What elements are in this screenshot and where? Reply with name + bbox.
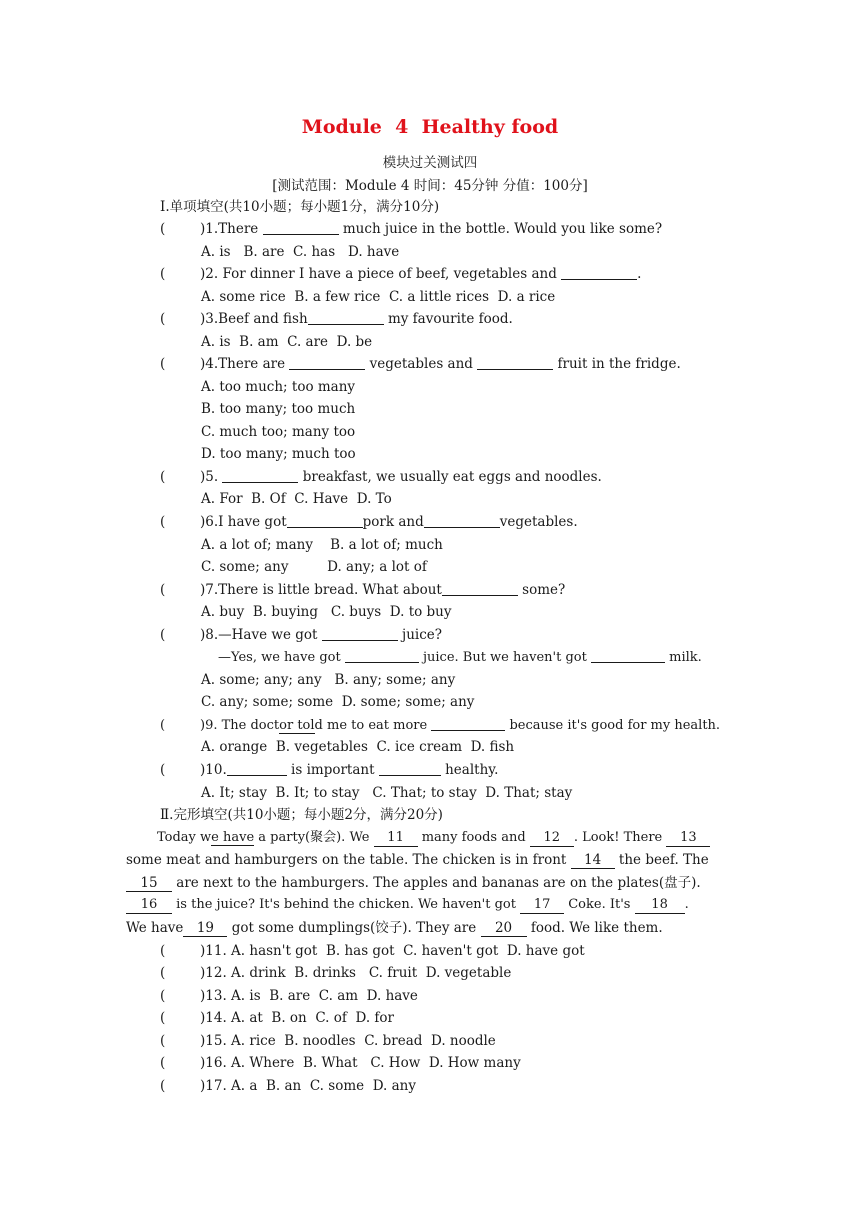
question-8-options-ab: A. some; any; any B. any; some; any — [201, 672, 456, 688]
question-8-options-cd: C. any; some; some D. some; some; any — [201, 694, 475, 710]
question-5: ( )5. breakfast, we usually eat eggs and noodles. — [160, 469, 602, 485]
blank-20[interactable]: 20 — [481, 920, 527, 937]
blank-17[interactable]: 17 — [520, 897, 564, 914]
question-12: ( )12. A. drink B. drinks C. fruit D. vegetable — [160, 965, 512, 981]
passage-line-1: Today we have a party(聚会). We 11 many foods and 12 . Look! There 13 — [157, 829, 710, 847]
blank[interactable] — [308, 310, 384, 325]
question-3: ( )3.Beef and fish my favourite food. — [160, 311, 513, 327]
blank-18[interactable]: 18 — [635, 897, 685, 914]
section-1-heading: Ⅰ.单项填空(共10小题；每小题1分，满分10分) — [160, 199, 440, 215]
test-scope: [测试范围：Module 4 时间：45分钟 分值：100分] — [272, 178, 588, 194]
question-14: ( )14. A. at B. on C. of D. for — [160, 1010, 394, 1026]
answer-bracket[interactable]: ( — [160, 221, 166, 237]
answer-bracket[interactable]: ( — [160, 311, 166, 327]
answer-bracket[interactable]: ( — [160, 514, 166, 530]
page-title: Module 4 Healthy food — [301, 116, 559, 138]
passage-line-5: We have 19 got some dumplings(饺子). They are 20 food. We like them. — [126, 920, 663, 936]
question-4-option-d: D. too many; much too — [201, 446, 356, 462]
answer-bracket[interactable]: ( — [160, 943, 166, 959]
answer-bracket[interactable]: ( — [160, 356, 166, 372]
question-1: ( )1.There much juice in the bottle. Would you like some? — [160, 221, 663, 237]
question-2-options: A. some rice B. a few rice C. a little rices D. a rice — [201, 289, 556, 305]
question-9-options: A. orange B. vegetables C. ice cream D. fish — [201, 739, 515, 755]
question-6-options-ab: A. a lot of; many B. a lot of; much — [201, 537, 443, 553]
question-number: )14. — [200, 1010, 227, 1026]
answer-bracket[interactable]: ( — [160, 718, 166, 733]
blank-16[interactable]: 16 — [126, 897, 172, 914]
passage-line-4: 16 is the juice? It's behind the chicken. We haven't got 17 Coke. It's 18 . — [126, 896, 689, 914]
blank-11[interactable]: 11 — [374, 830, 418, 847]
question-2: ( )2. For dinner I have a piece of beef, vegetables and . — [160, 266, 642, 282]
question-4: ( )4.There are vegetables and fruit in the fridge. — [160, 356, 681, 372]
blank-19[interactable]: 19 — [183, 920, 227, 937]
question-11: ( )11. A. hasn't got B. has got C. haven't got D. have got — [160, 943, 585, 959]
passage-line-3: 15 are next to the hamburgers. The apples and bananas are on the plates(盘子). — [126, 874, 701, 892]
blank[interactable] — [561, 265, 637, 280]
question-number: )6. — [200, 514, 219, 530]
question-6: ( )6.I have got pork and vegetables. — [160, 514, 578, 530]
question-4-option-c: C. much too; many too — [201, 424, 356, 440]
question-number: )15. — [200, 1033, 227, 1049]
question-3-options: A. is B. am C. are D. be — [201, 334, 373, 350]
question-number: )4. — [200, 356, 219, 372]
blank[interactable] — [442, 581, 518, 596]
question-1-options: A. is B. are C. has D. have — [201, 244, 400, 260]
question-5-options: A. For B. Of C. Have D. To — [201, 491, 392, 507]
blank[interactable] — [322, 626, 398, 641]
question-number: )11. — [200, 943, 227, 959]
question-10-options: A. It; stay B. It; to stay C. That; to stay D. That; stay — [201, 785, 573, 801]
question-number: )9. — [200, 718, 218, 733]
question-number: )1. — [200, 221, 219, 237]
question-number: )12. — [200, 965, 227, 981]
answer-bracket[interactable]: ( — [160, 965, 166, 981]
blank-15[interactable]: 15 — [126, 875, 172, 892]
answer-bracket[interactable]: ( — [160, 762, 166, 778]
question-6-options-cd: C. some; any D. any; a lot of — [201, 559, 427, 575]
answer-bracket[interactable]: ( — [160, 988, 166, 1004]
answer-bracket[interactable]: ( — [160, 1010, 166, 1026]
question-17: ( )17. A. a B. an C. some D. any — [160, 1078, 416, 1094]
answer-bracket[interactable]: ( — [160, 1078, 166, 1094]
blank-14[interactable]: 14 — [571, 852, 615, 869]
passage-line-2: some meat and hamburgers on the table. The chicken is in front 14 the beef. The — [126, 852, 709, 868]
question-4-option-b: B. too many; too much — [201, 401, 356, 417]
blank[interactable] — [287, 513, 363, 528]
question-8-reply: —Yes, we have got juice. But we haven't got milk. — [218, 650, 702, 665]
question-7: ( )7.There is little bread. What about some? — [160, 582, 566, 598]
question-9: ( )9. The doctor told me to eat more because it's good for my health. — [160, 718, 721, 733]
question-number: )17. — [200, 1078, 227, 1094]
blank[interactable] — [222, 468, 298, 483]
blank[interactable] — [289, 355, 365, 370]
question-number: )3. — [200, 311, 219, 327]
answer-bracket[interactable]: ( — [160, 266, 166, 282]
blank[interactable] — [379, 761, 441, 776]
blank[interactable] — [591, 648, 665, 663]
test-subtitle: 模块过关测试四 — [382, 155, 478, 171]
blank[interactable] — [431, 716, 505, 731]
question-number: )10. — [200, 762, 227, 778]
blank[interactable] — [227, 761, 287, 776]
question-15: ( )15. A. rice B. noodles C. bread D. noodle — [160, 1033, 496, 1049]
blank[interactable] — [345, 648, 419, 663]
answer-bracket[interactable]: ( — [160, 582, 166, 598]
answer-bracket[interactable]: ( — [160, 1033, 166, 1049]
blank-13[interactable]: 13 — [666, 830, 710, 847]
blank[interactable] — [424, 513, 500, 528]
question-number: )8. — [200, 627, 219, 643]
answer-bracket[interactable]: ( — [160, 627, 166, 643]
blank-12[interactable]: 12 — [530, 830, 574, 847]
question-number: )2. — [200, 266, 219, 282]
answer-bracket[interactable]: ( — [160, 1055, 166, 1071]
question-number: )5. — [200, 469, 219, 485]
question-10: ( )10. is important healthy. — [160, 762, 499, 778]
question-4-option-a: A. too much; too many — [201, 379, 356, 395]
blank[interactable] — [263, 220, 339, 235]
answer-bracket[interactable]: ( — [160, 469, 166, 485]
question-number: )7. — [200, 582, 219, 598]
section-2-heading: Ⅱ.完形填空(共10小题；每小题2分，满分20分) — [160, 807, 443, 823]
question-16: ( )16. A. Where B. What C. How D. How many — [160, 1055, 521, 1071]
question-7-options: A. buy B. buying C. buys D. to buy — [201, 604, 452, 620]
question-13: ( )13. A. is B. are C. am D. have — [160, 988, 418, 1004]
question-number: )16. — [200, 1055, 227, 1071]
question-8: ( )8.—Have we got juice? — [160, 627, 442, 643]
blank[interactable] — [477, 355, 553, 370]
question-number: )13. — [200, 988, 227, 1004]
